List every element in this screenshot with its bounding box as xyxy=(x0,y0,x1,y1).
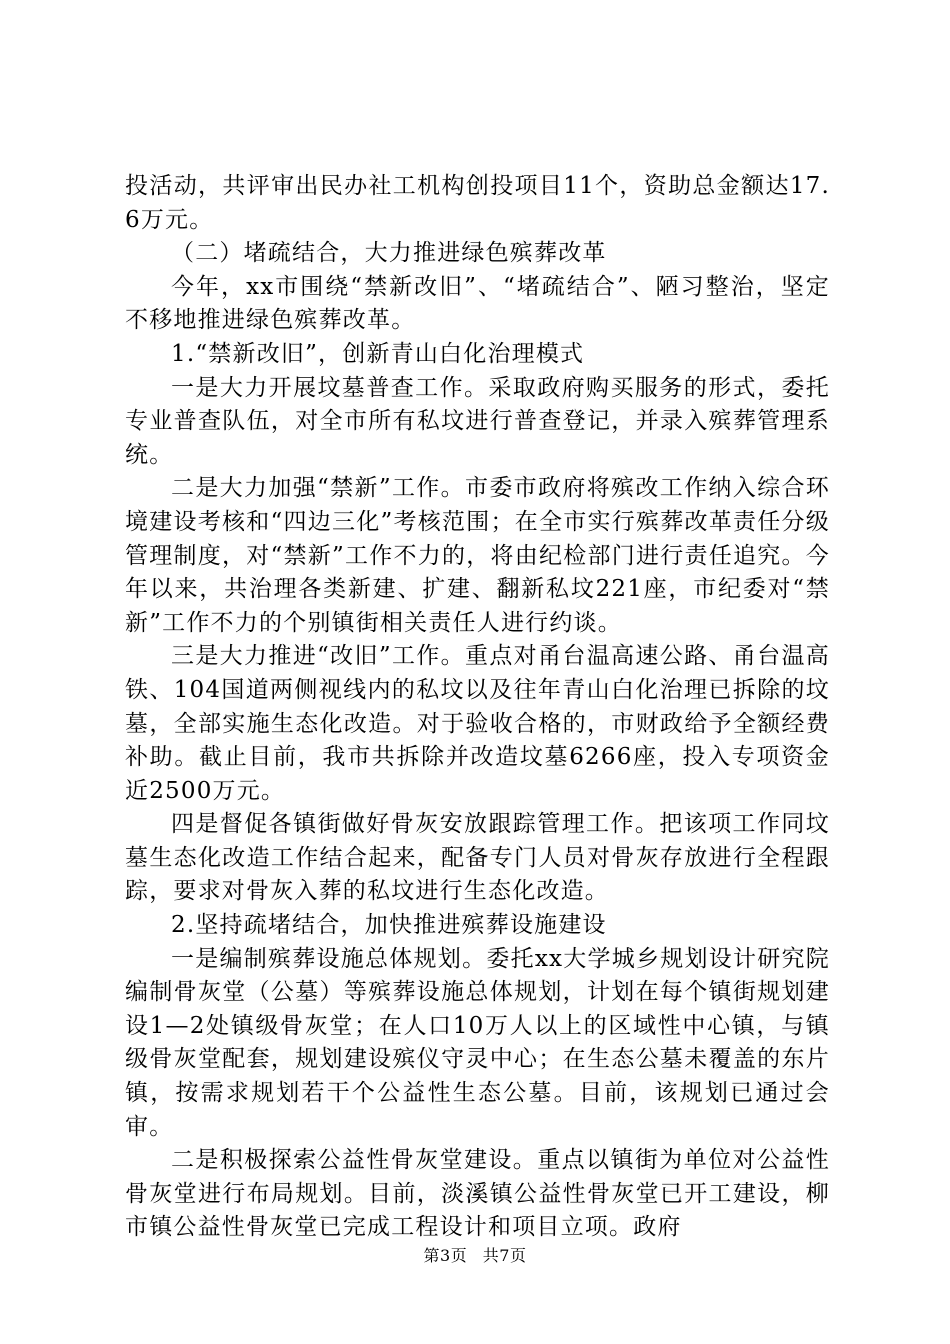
subheading-1: 1.“禁新改旧”，创新青山白化治理模式 xyxy=(171,340,585,367)
paragraph-7: 三是大力推进“改旧”工作。重点对甬台温高速公路、甬台温高铁、104国道两侧视线内的私坟以及往年青山白化治理已拆除的坟墓，全部实施生态化改造。对于验收合格的，市财政给予全额经费补助。截止目前，我市共拆除并改造坟墓6266座，投入专项资金近2500万元。 xyxy=(125,643,830,804)
page-footer xyxy=(0,1246,950,1266)
paragraph-8: 四是督促各镇街做好骨灰安放跟踪管理工作。把该项工作同坟墓生态化改造工作结合起来，配备专门人员对骨灰存放进行全程跟踪，要求对骨灰入葬的私坟进行生态化改造。 xyxy=(125,811,830,905)
paragraph-10: 一是编制殡葬设施总体规划。委托xx大学城乡规划设计研究院编制骨灰堂（公墓）等殡葬设施总体规划，计划在每个镇街规划建设1—2处镇级骨灰堂；在人口10万人以上的区域性中心镇，与镇级骨灰堂配套，规划建设殡仪守灵中心；在生态公墓未覆盖的东片镇，按需求规划若干个公益性生态公墓。目前，该规划已通过会审。 xyxy=(125,945,830,1140)
paragraph-3: 今年，xx市围绕“禁新改旧”、“堵疏结合”、陋习整治，坚定不移地推进绿色殡葬改革。 xyxy=(125,273,830,334)
subheading-2: 2.坚持疏堵结合，加快推进殡葬设施建设 xyxy=(171,912,607,939)
paragraph-6: 二是大力加强“禁新”工作。市委市政府将殡改工作纳入综合环境建设考核和“四边三化”考核范围；在全市实行殡葬改革责任分级管理制度，对“禁新”工作不力的，将由纪检部门进行责任追究。今年以来，共治理各类新建、扩建、翻新私坟221座，市纪委对“禁新”工作不力的个别镇街相关责任人进行约谈。 xyxy=(125,475,830,636)
paragraph-5: 一是大力开展坟墓普查工作。采取政府购买服务的形式，委托专业普查队伍，对全市所有私坟进行普查登记，并录入殡葬管理系统。 xyxy=(125,374,830,468)
page-number: 第3页 xyxy=(423,1246,468,1265)
paragraph-11: 二是积极探索公益性骨灰堂建设。重点以镇街为单位对公益性骨灰堂进行布局规划。目前，淡溪镇公益性骨灰堂已开工建设，柳市镇公益性骨灰堂已完成工程设计和项目立项。政府 xyxy=(125,1147,830,1241)
document-body xyxy=(125,170,830,1245)
page-total: 共7页 xyxy=(482,1246,527,1265)
section-heading-2: （二）堵疏结合，大力推进绿色殡葬改革 xyxy=(171,240,607,267)
paragraph-1: 投活动，共评审出民办社工机构创投项目11个，资助总金额达17.6万元。 xyxy=(125,173,830,233)
